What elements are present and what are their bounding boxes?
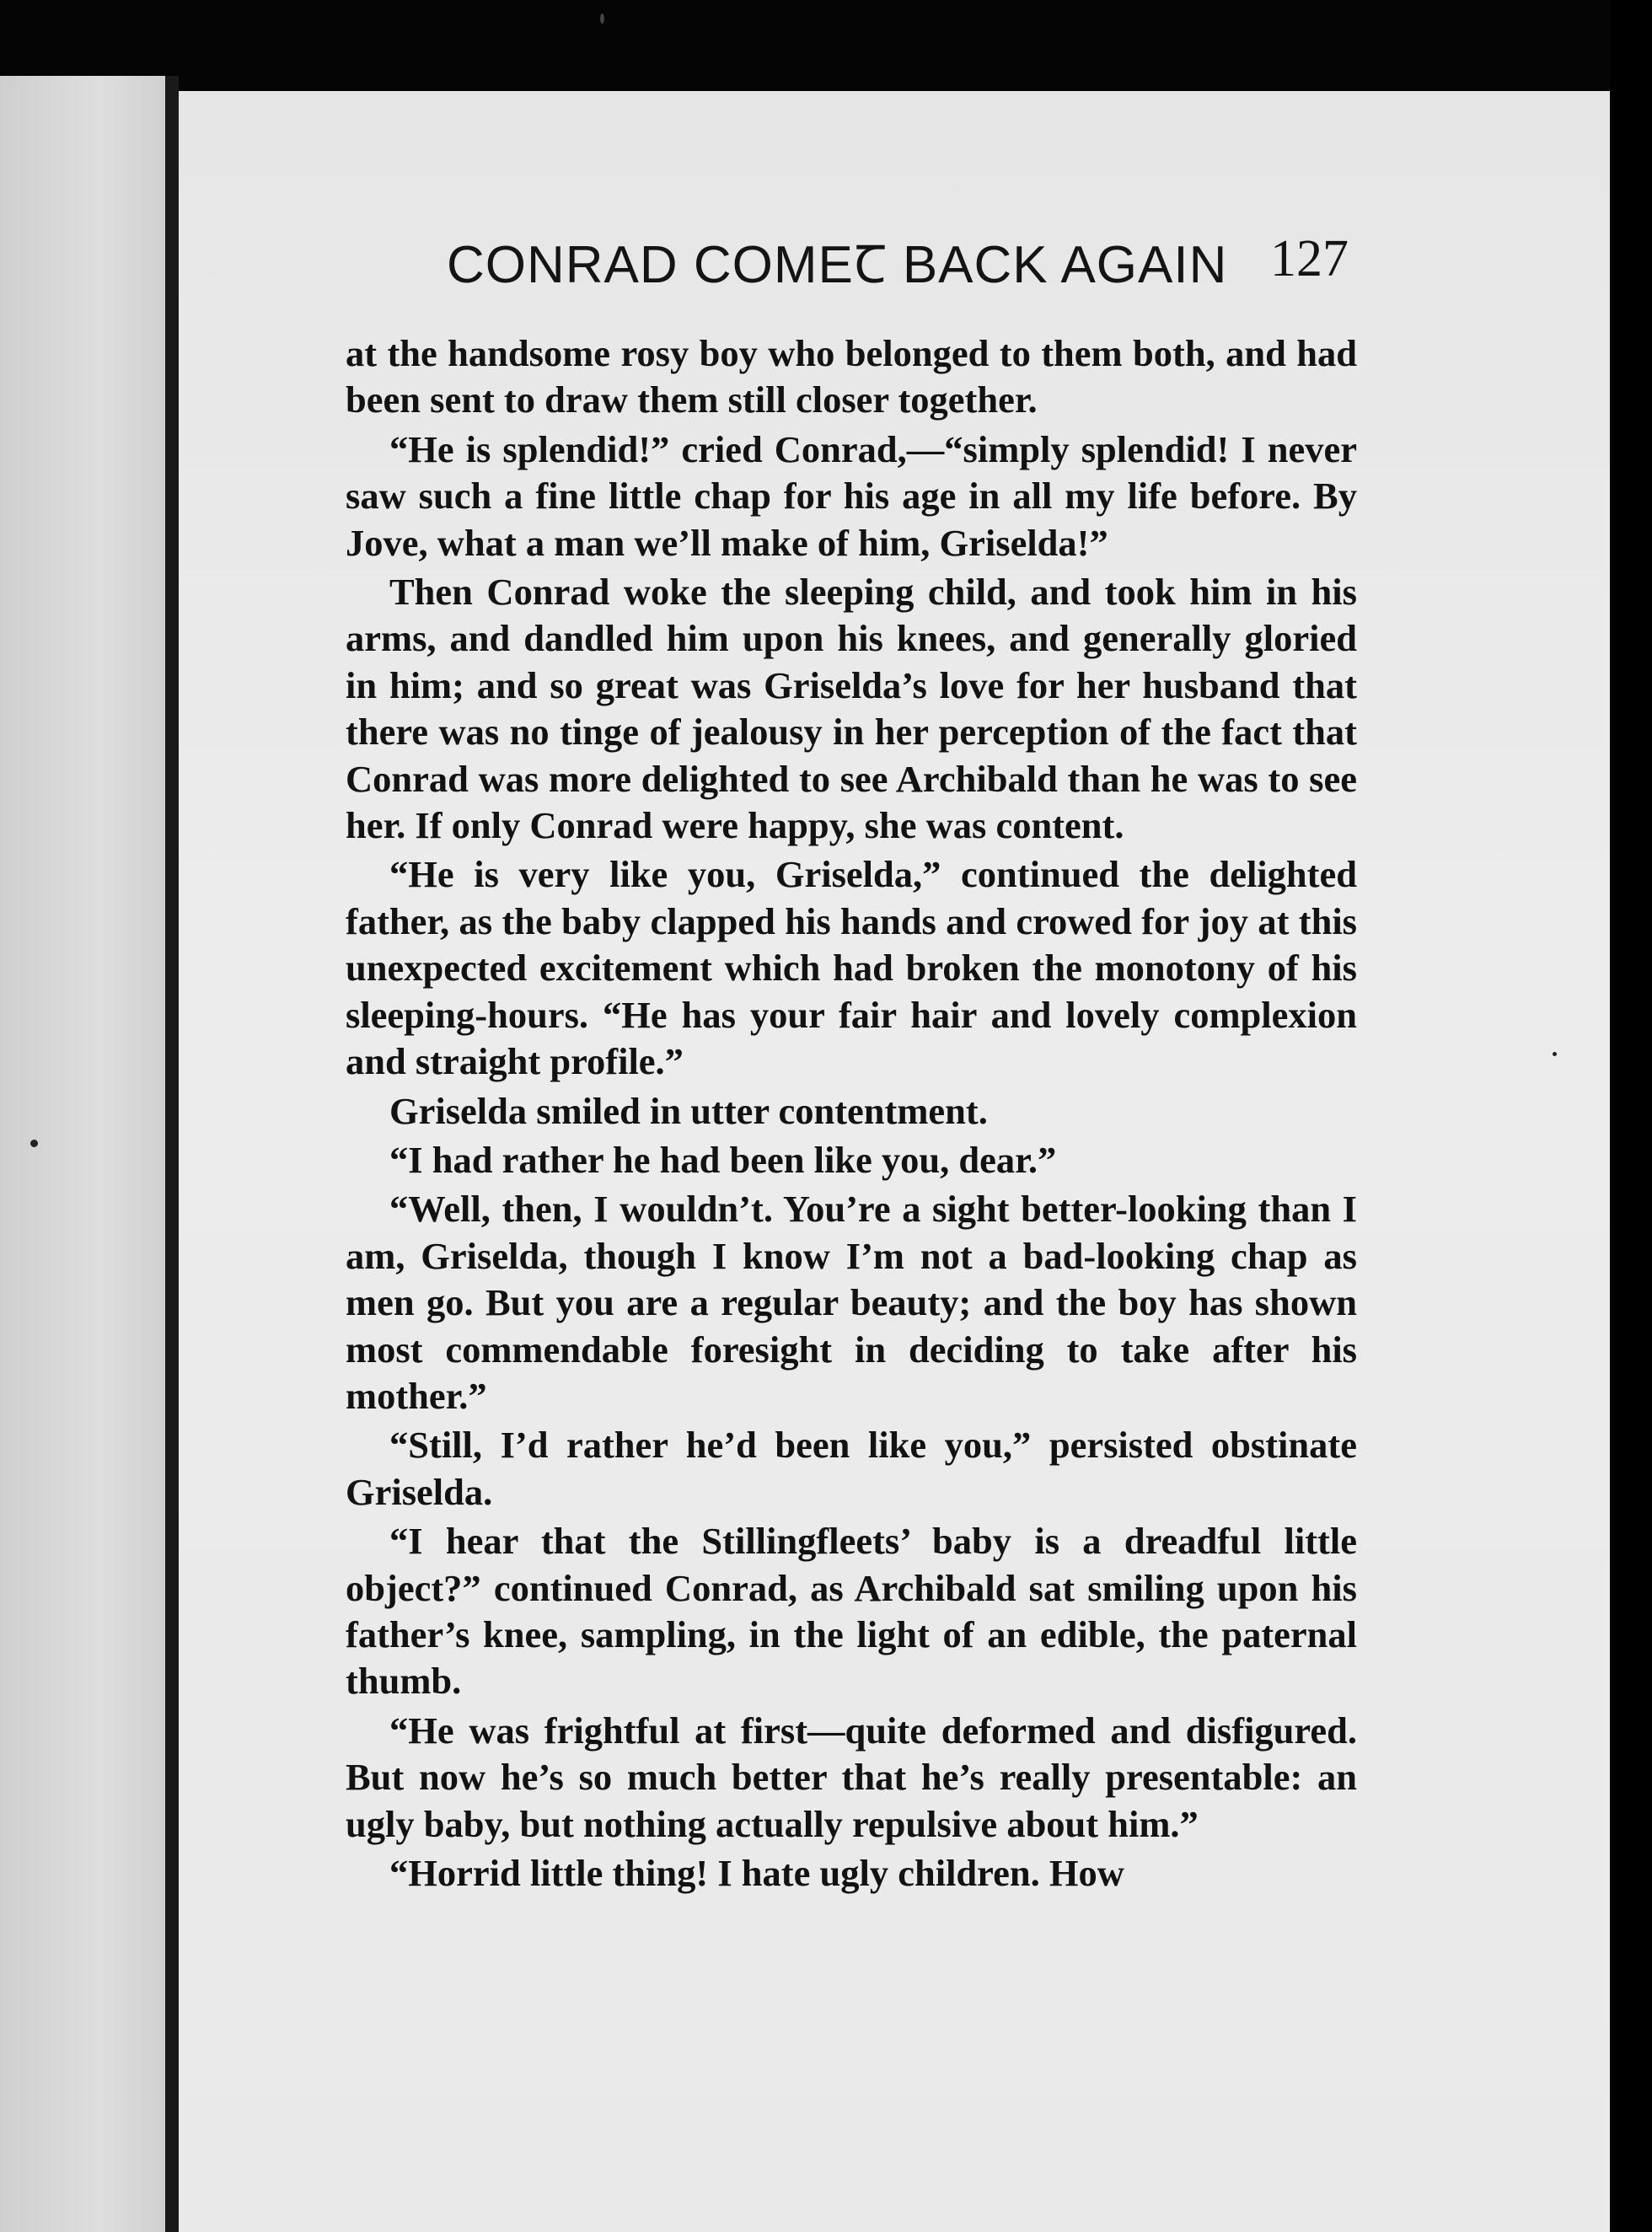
scan-speck — [600, 13, 604, 24]
paragraph: Then Conrad woke the sleeping child, and took him in his arms, and dandled him upon his knees, and generally gloried in him; and so great was Griselda’s love for her husband that there was no tinge of jealousy in her perception of the fact that Conrad was more delighted to see Archibald than he was to see her. If only Conrad were happy, she was content. — [346, 571, 1357, 847]
paragraph: “He is very like you, Griselda,” continued the delighted father, as the baby clapped his hands and crowed for joy at this unexpected excitement which had broken the monotony of his sleeping-hours. “He has your fair hair and lovely complexion and straight profile.” — [346, 853, 1357, 1083]
running-title: CONRAD COMEꞆ BACK AGAIN — [447, 236, 1228, 294]
paragraph: “He was frightful at first—quite deformed and disfigured. But now he’s so much better that he’s really presentable: an ugly baby, but nothing actually repulsive about him.” — [346, 1709, 1357, 1845]
paragraph: Griselda smiled in utter contentment. — [389, 1089, 988, 1132]
paragraph: “I hear that the Stillingfleets’ baby is a dreadful little object?” continued Conrad, as Archibald sat smiling upon his father’s knee, sampling, in the light of an edible, the paternal thumb. — [346, 1520, 1357, 1703]
page-header — [253, 228, 1349, 312]
scan-border — [1610, 0, 1652, 2232]
body-text — [346, 330, 1357, 1899]
scan-speck — [1553, 1052, 1557, 1056]
book-gutter — [165, 76, 179, 2232]
paragraph: at the handsome rosy boy who belonged to them both, and had been sent to draw them still closer together. — [346, 332, 1357, 421]
paragraph: “Horrid little thing! I hate ugly children. How — [389, 1852, 1124, 1894]
paragraph: “He is splendid!” cried Conrad,—“simply splendid! I never saw such a fine little chap for his age in all my life before. By Jove, what a man we’ll make of him, Griselda!” — [346, 427, 1357, 564]
facing-page-edge — [0, 76, 169, 2232]
paragraph: “Still, I’d rather he’d been like you,” persisted obstinate Griselda. — [346, 1424, 1357, 1513]
page-number: 127 — [1270, 230, 1349, 287]
scan-speck — [30, 1140, 38, 1147]
paragraph: “Well, then, I wouldn’t. You’re a sight better-looking than I am, Griselda, though I know I’m not a bad-looking chap as men go. But you are a regular beauty; and the boy has shown most commendable foresight in deciding to take after his mother.” — [346, 1188, 1357, 1417]
paragraph: “I had rather he had been like you, dear.” — [389, 1138, 1057, 1181]
